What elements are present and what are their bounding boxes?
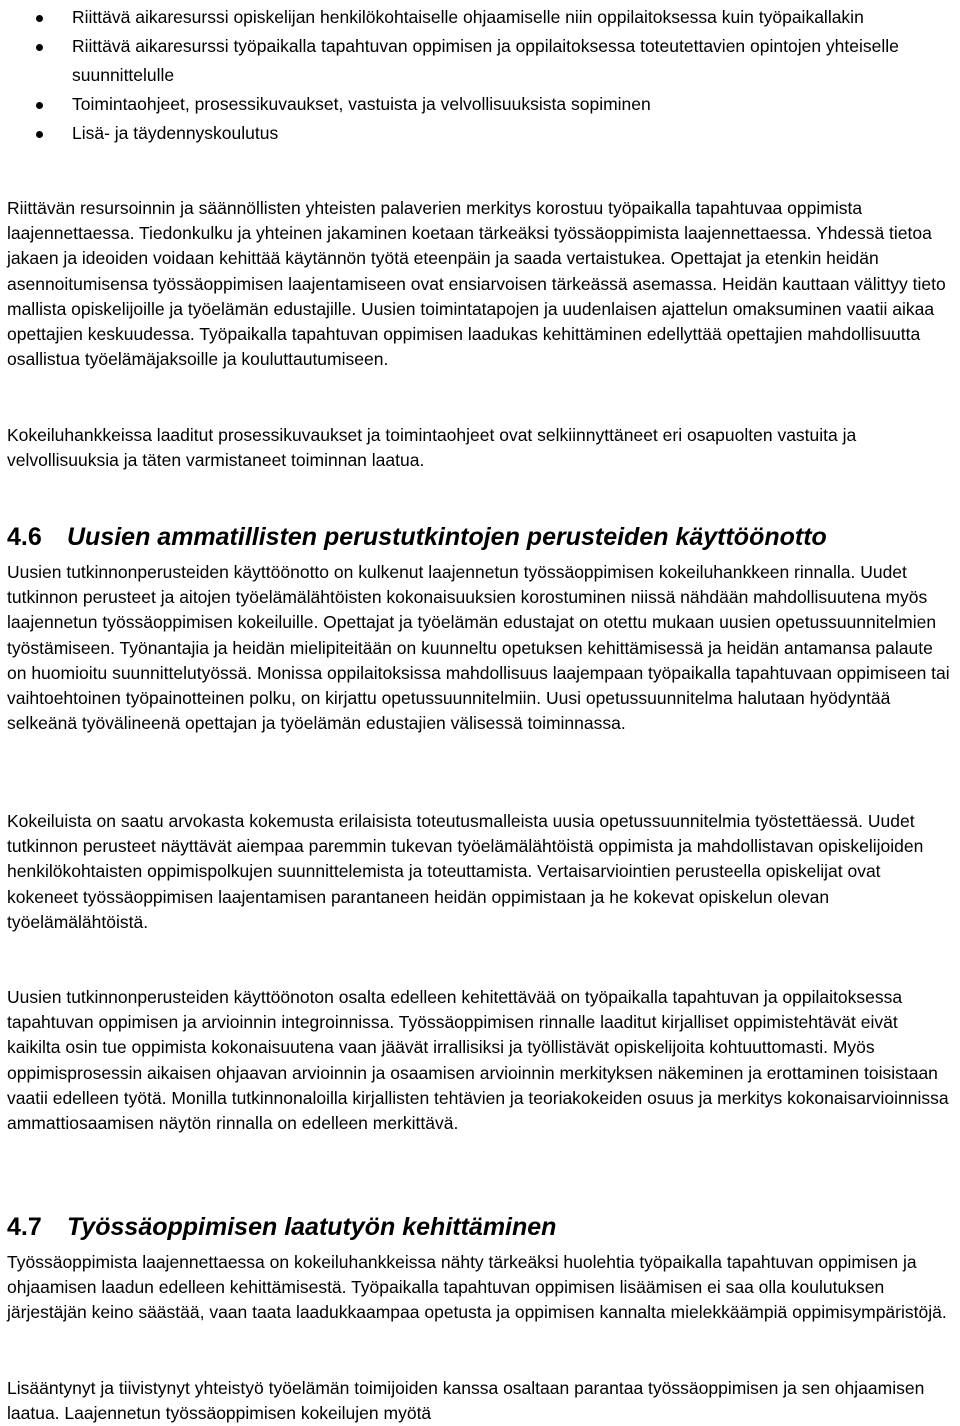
paragraph-experiences: Kokeiluista on saatu arvokasta kokemusta erilaisista toteutusmalleista uusia opetussuunnitelmia työstettäessä. Uudet tutkinnon perusteet näyttävät aiempaa paremmin tukevan työelämälähtöistä oppimista ja mahdollistavan opiskelijoiden henkilökohtaisten oppimispolkujen suunnittelemista ja toteuttamista. Vertaisarviointien perusteella opiskelijat ovat kokeneet työssäoppimisen laajentamisen parantaneen heidän oppimistaan ja he kokevat opiskelun olevan työelämälähtöistä. <box>7 811 924 932</box>
requirements-bullet-list <box>7 3 953 148</box>
list-item-text: Toimintaohjeet, prosessikuvaukset, vastuista ja velvollisuuksista sopiminen <box>72 94 651 114</box>
paragraph-resourcing: Riittävän resursoinnin ja säännöllisten yhteisten palaverien merkitys korostuu työpaikalla tapahtuvaa oppimista laajennettaessa. Tiedonkulku ja yhteinen jakaminen koetaan tärkeäksi työssäoppimista laajennettaessa. Yhdessä tietoa jakaen ja ideoiden voidaan kehittää käytännön työtä eteenpäin ja saada vertaistukea. Opettajat ja etenkin heidän asennoitumisensa työssäoppimisen laajentamiseen ovat ensiarvoisen tärkeässä asemassa. Heidän kauttaan välittyy tieto mallista opiskelijoille ja työelämän edustajille. Uusien toimintatapojen ja uudenlaisen ajattelun omaksuminen vaatii aikaa opettajien keskuudessa. Työpaikalla tapahtuvan oppimisen laadukas kehittäminen edellyttää opettajien mahdollisuutta osallistua työelämäjaksoille ja kouluttautumiseen. <box>7 198 946 370</box>
list-item-text: Riittävä aikaresurssi työpaikalla tapahtuvan oppimisen ja oppilaitoksessa toteutettavien opintojen yhteiselle suunnittelulle <box>72 36 899 85</box>
bullet-icon <box>36 131 43 138</box>
list-item-text: Lisä- ja täydennyskoulutus <box>72 123 279 143</box>
bullet-icon <box>36 44 43 51</box>
paragraph-quality-work: Työssäoppimista laajennettaessa on kokeiluhankkeissa nähty tärkeäksi huolehtia työpaikalla tapahtuvan oppimisen ja ohjaamisen laadun edelleen kehittämisestä. Työpaikalla tapahtuvan oppimisen lisäämisen ei saa olla koulutuksen järjestäjän keino säästää, vaan taata laadukkaampaa opetusta ja oppimisen kannalta mielekkäämpiä oppimisympäristöjä. <box>7 1252 947 1323</box>
section-heading-4-7 <box>7 1211 953 1243</box>
list-item <box>7 3 953 32</box>
list-item <box>7 32 953 90</box>
bullet-icon <box>36 102 43 109</box>
list-item-text: Riittävä aikaresurssi opiskelijan henkilökohtaiselle ohjaamiselle niin oppilaitoksessa kuin työpaikallakin <box>72 7 864 27</box>
section-number: 4.6 <box>7 523 42 551</box>
list-item <box>7 90 953 119</box>
paragraph-process-descriptions: Kokeiluhankkeissa laaditut prosessikuvaukset ja toimintaohjeet ovat selkiinnyttäneet eri osapuolten vastuita ja velvollisuuksia ja täten varmistaneet toiminnan laatua. <box>7 425 857 471</box>
section-number: 4.7 <box>7 1213 42 1241</box>
list-item <box>7 119 953 148</box>
section-title: Uusien ammatillisten perustutkintojen perusteiden käyttöönotto <box>67 523 827 551</box>
section-heading-4-6 <box>7 521 953 553</box>
bullet-icon <box>36 15 43 22</box>
paragraph-development-needs: Uusien tutkinnonperusteiden käyttöönoton osalta edelleen kehitettävää on työpaikalla tapahtuvan ja oppilaitoksessa tapahtuvan oppimisen ja arvioinnin integroinnissa. Työssäoppimisen rinnalle laaditut kirjalliset oppimistehtävät eivät kaikilta osin tue oppimista kokonaisuutena vaan jäävät irrallisiksi ja työllistävät opiskelijoita kohtuuttomasti. Myös oppimisprosessin aikaisen ohjaavan arvioinnin ja osaamisen arvioinnin merkityksen näkeminen ja erottaminen toisistaan vaatii edelleen työtä. Monilla tutkinnonaloilla kirjallisten tehtävien ja teoriakokeiden osuus ja merkitys kokonaisarvioinnissa ammattiosaamisen näytön rinnalla on edelleen merkittävä. <box>7 987 949 1134</box>
paragraph-cooperation: Lisääntynyt ja tiivistynyt yhteistyö työelämän toimijoiden kanssa osaltaan parantaa työssäoppimisen ja sen ohjaamisen laatua. Laajennetun työssäoppimisen kokeilujen myötä <box>7 1378 925 1424</box>
section-title: Työssäoppimisen laatutyön kehittäminen <box>67 1213 557 1241</box>
paragraph-new-curricula: Uusien tutkinnonperusteiden käyttöönotto on kulkenut laajennetun työssäoppimisen kokeiluhankkeen rinnalla. Uudet tutkinnon perusteet ja aitojen työelämälähtöisten kokonaisuuksien korostuminen niissä nähdään mahdollisuutena myös laajennetun työssäoppimisen kokeiluille. Opettajat ja työelämän edustajat on otettu mukaan uusien opetussuunnitelmien työstämiseen. Työnantajia ja heidän mielipiteitään on kuunneltu opetuksen kehittämisessä ja heidän antamansa palaute on huomioitu suunnittelutyössä. Monissa oppilaitoksissa mahdollisuus laajempaan työpaikalla tapahtuvaan oppimiseen tai vaihtoehtoinen työpainotteinen polku, on kirjattu opetussuunnitelmiin. Uusi opetussuunnitelma halutaan hyödyntää selkeänä työvälineenä opettajan ja työelämän edustajien välisessä toiminnassa. <box>7 562 950 734</box>
